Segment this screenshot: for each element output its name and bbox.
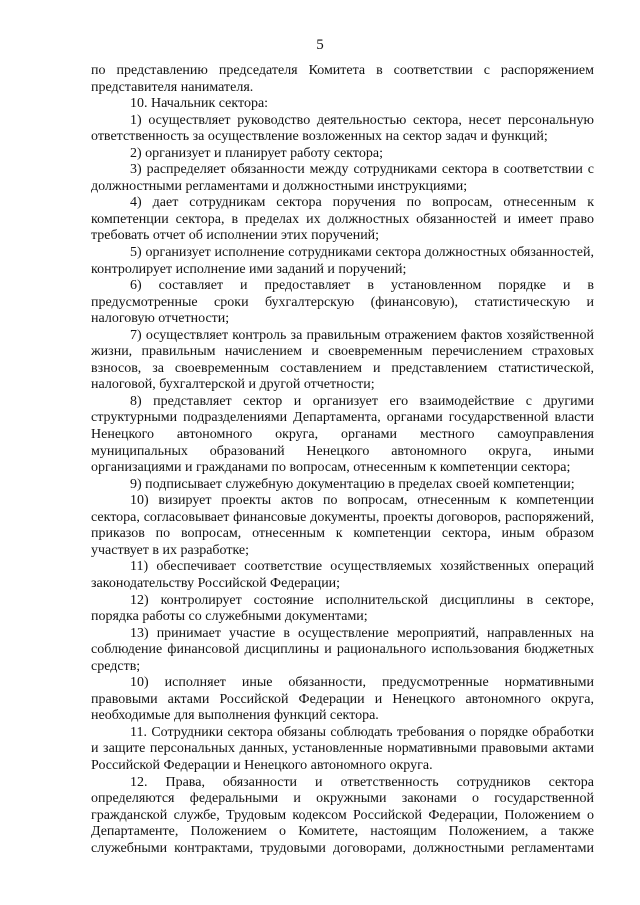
duty-item-11: 11) обеспечивает соответствие осуществляемых хозяйственных операций законодательству Российской Федерации; (91, 559, 594, 591)
section-paragraph-12: 12. Права, обязанности и ответственность сотрудников сектора определяются федеральными и окружными законами о государственной гражданской службе, Трудовым кодексом Российской Федерации, Положением о Департаменте, Положением о Комитете, настоящим Положением, а также служебными контрактами, трудовыми договорами, должностными регламентами (91, 774, 594, 856)
duty-item-8: 8) представляет сектор и организует его взаимодействие с другими структурными подразделениями Департамента, органами государственной власти Ненецкого автономного округа, органами местного самоуправления муниципальных образований Ненецкого автономного округа, иными организациями и гражданами по вопросам, отнесенным к компетенции сектора; (91, 393, 594, 476)
section-heading-10: 10. Начальник сектора: (130, 96, 269, 112)
duty-item-6: 6) составляет и предоставляет в установленном порядке и в предусмотренные сроки бухгалтерскую (финансовую), статистическую и налоговую отчетности; (91, 278, 594, 327)
duty-item-9: 9) подписывает служебную документацию в пределах своей компетенции; (130, 476, 575, 492)
duty-item-5: 5) организует исполнение сотрудниками сектора должностных обязанностей, контролирует исполнение ими заданий и поручений; (91, 245, 594, 277)
duty-item-3: 3) распределяет обязанности между сотрудниками сектора в соответствии с должностными регламентами и должностными инструкциями; (91, 162, 594, 194)
duty-item-10: 10) визирует проекты актов по вопросам, отнесенным к компетенции сектора, согласовывает финансовые документы, проекты договоров, распоряжений, приказов по вопросам, отнесенным к компетенции сектора, иным образом участвует в их разработке; (91, 493, 594, 558)
duty-item-7: 7) осуществляет контроль за правильным отражением фактов хозяйственной жизни, правильным начислением и своевременным перечислением страховых взносов, за своевременным составлением и представлением статистической, налоговой, бухгалтерской и другой отчетности; (91, 327, 594, 393)
page-number: 5 (316, 37, 324, 53)
duty-item-12: 12) контролирует состояние исполнительской дисциплины в секторе, порядка работы со служебными документами; (91, 592, 594, 625)
duty-item-10-repeat: 10) исполняет иные обязанности, предусмотренные нормативными правовыми актами Российской Федерации и Ненецкого автономного округа, необходимые для выполнения функций сектора. (91, 675, 594, 724)
duty-item-2: 2) организует и планирует работу сектора; (130, 145, 383, 161)
paragraph-continuation: по представлению председателя Комитета в соответствии с распоряжением представителя нанимателя. (91, 63, 594, 95)
duty-item-1: 1) осуществляет руководство деятельностью сектора, несет персональную ответственность за осуществление возложенных на сектор задач и функций; (91, 112, 594, 145)
document-body (91, 63, 594, 857)
duty-item-4: 4) дает сотрудникам сектора поручения по вопросам, отнесенным к компетенции сектора, в пределах их должностных обязанностей и имеет право требовать отчет об исполнении этих поручений; (91, 195, 594, 244)
section-paragraph-11: 11. Сотрудники сектора обязаны соблюдать требования о порядке обработки и защите персональных данных, установленные нормативными правовыми актами Российской Федерации и Ненецкого автономного округа. (91, 724, 594, 773)
duty-item-13: 13) принимает участие в осуществление мероприятий, направленных на соблюдение финансовой дисциплины и рационального использования бюджетных средств; (91, 625, 594, 674)
